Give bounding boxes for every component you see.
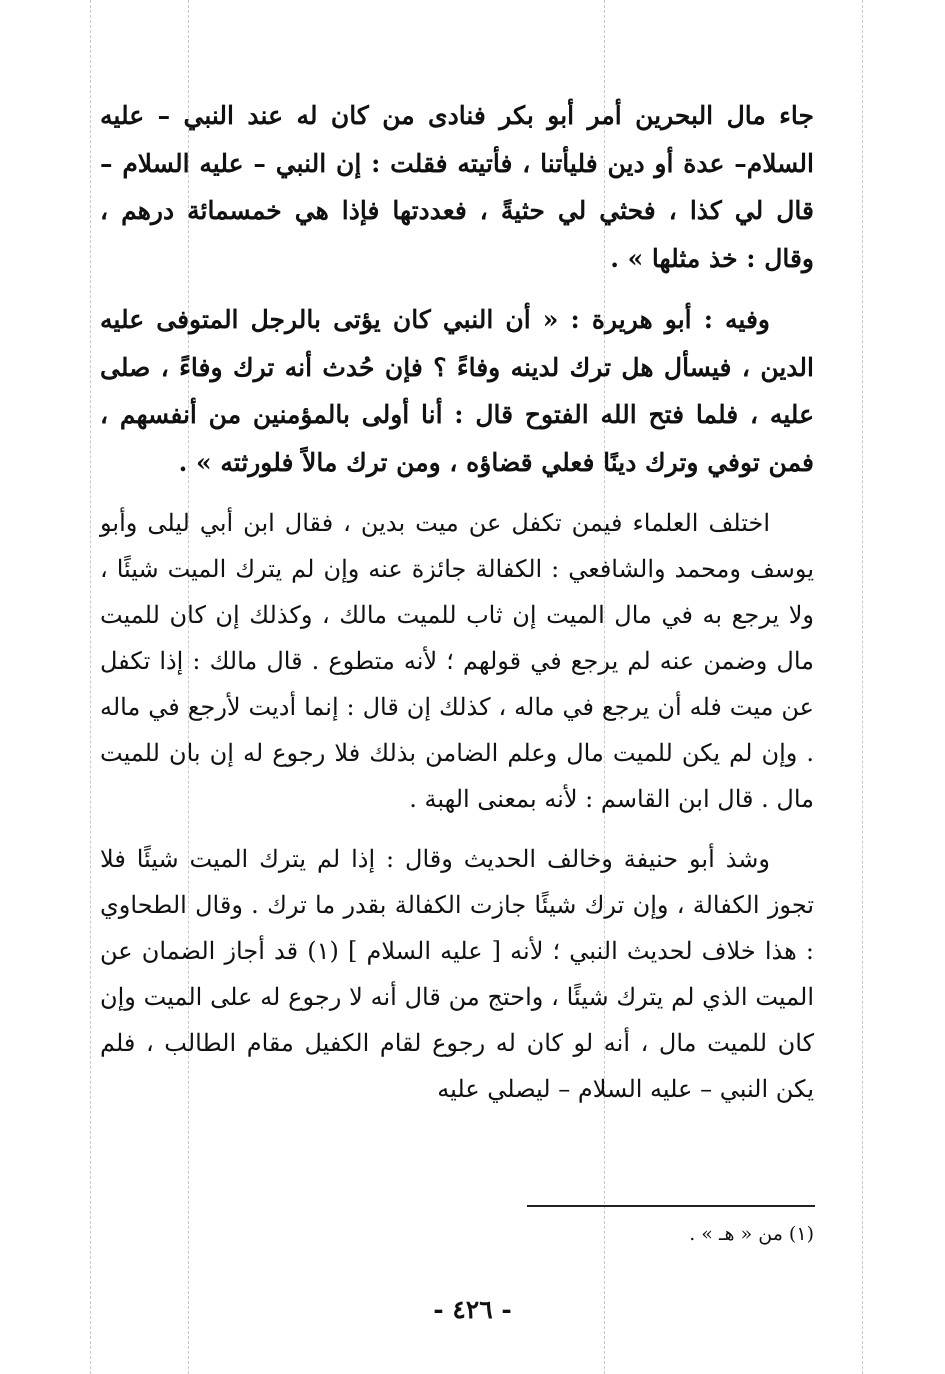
footnote-separator [527, 1205, 815, 1207]
scan-guide-line [90, 0, 91, 1374]
page-body [100, 92, 814, 1112]
scan-guide-line [862, 0, 863, 1374]
page-number: - ٤٢٦ - [433, 1295, 512, 1324]
commentary-paragraph-2: وشذ أبو حنيفة وخالف الحديث وقال : إذا لم يترك الميت شيئًا فلا تجوز الكفالة ، وإن ترك شيئًا جازت الكفالة بقدر ما ترك . وقال الطحاوي : هذا خلاف لحديث النبي ؛ لأنه [ عليه السلام ] (١) قد أجاز الضمان عن الميت الذي لم يترك شيئًا ، واحتج من قال أنه لا رجوع له على الميت وإن كان للميت مال ، أنه لو كان له رجوع لقام الكفيل مقام الطالب ، فلم يكن النبي – عليه السلام – ليصلي عليه [100, 845, 814, 1103]
commentary-paragraph-1: اختلف العلماء فيمن تكفل عن ميت بدين ، فقال ابن أبي ليلى وأبو يوسف ومحمد والشافعي : الكفالة جائزة عنه وإن لم يترك الميت شيئًا ، ولا يرجع به في مال الميت إن ثاب للميت مالك ، وكذلك إن كان للميت مال وضمن عنه لم يرجع في قولهم ؛ لأنه متطوع . قال مالك : إذا تكفل عن ميت فله أن يرجع في ماله ، كذلك إن قال : إنما أديت لأرجع في ماله . وإن لم يكن للميت مال وعلم الضامن بذلك فلا رجوع له إن بان للميت مال . قال ابن القاسم : لأنه بمعنى الهبة . [100, 509, 814, 813]
footnote: (١) من « هـ » . [689, 1223, 814, 1245]
hadith-paragraph-2: وفيه : أبو هريرة : « أن النبي كان يؤتى بالرجل المتوفى عليه الدين ، فيسأل هل ترك لدينه وفاءً ؟ فإن حُدث أنه ترك وفاءً ، صلى عليه ، فلما فتح الله الفتوح قال : أنا أولى بالمؤمنين من أنفسهم ، فمن توفي وترك دينًا فعلي قضاؤه ، ومن ترك مالاً فلورثته » . [100, 305, 814, 477]
hadith-paragraph-1: جاء مال البحرين أمر أبو بكر فنادى من كان له عند النبي – عليه السلام– عدة أو دين فليأتنا ، فأتيته فقلت : إن النبي – عليه السلام – قال لي كذا ، فحثي لي حثيةً ، فعددتها فإذا هي خمسمائة درهم ، وقال : خذ مثلها » . [100, 101, 814, 273]
